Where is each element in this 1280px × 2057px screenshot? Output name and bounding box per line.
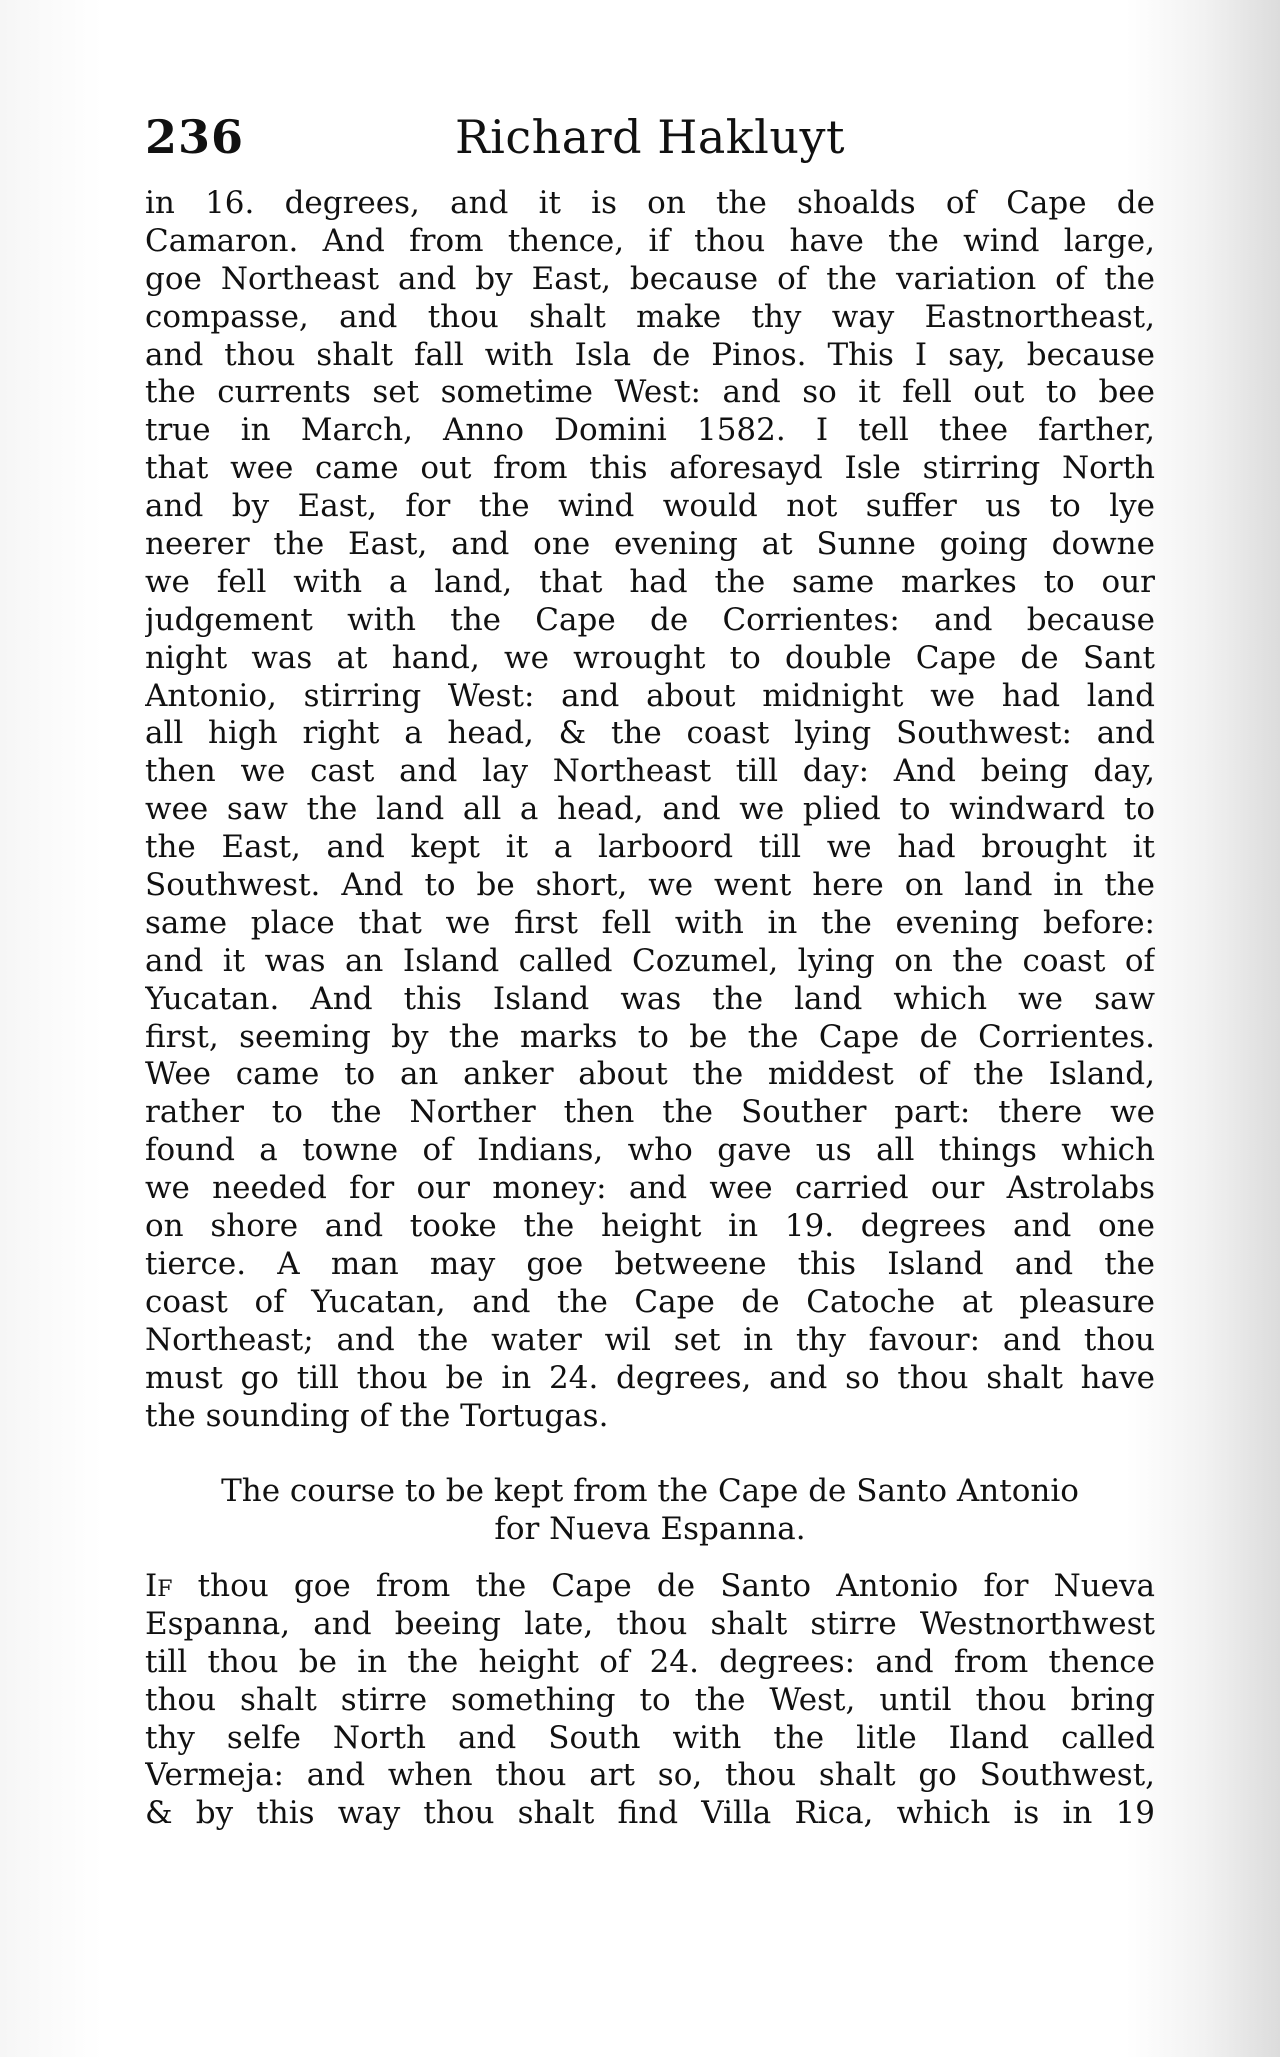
section-heading-line: The course to be kept from the Cape de Santo Antonio xyxy=(221,1473,1079,1509)
body-line: the sounding of the Tortugas. xyxy=(145,1397,609,1434)
section-first-word: If xyxy=(145,1568,173,1604)
section-line: till thou be in the height of 24. degrees: and from thence xyxy=(145,1643,1155,1680)
section-line: thou shalt stirre something to the West, until thou bring xyxy=(145,1681,1155,1718)
body-line: coast of Yucatan, and the Cape de Catoche at pleasure xyxy=(145,1283,1155,1320)
page-number: 236 xyxy=(145,110,245,164)
body-line: the East, and kept it a larboord till we had brought it xyxy=(145,829,1155,866)
body-line: neerer the East, and one evening at Sunne going downe xyxy=(145,526,1155,563)
body-line: Antonio, stirring West: and about midnight we had land xyxy=(145,677,1155,714)
section-heading-line: for Nueva Espanna. xyxy=(494,1511,806,1547)
section-line: & by this way thou shalt find Villa Rica, which is in 19 xyxy=(145,1795,1155,1832)
body-line: the currents set sometime West: and so it fell out to bee xyxy=(145,374,1155,411)
section-first-line-rest: thou goe from the Cape de Santo Antonio for Nueva xyxy=(172,1568,1155,1604)
body-line: first, seeming by the marks to be the Cape de Corrientes. xyxy=(145,1018,1155,1055)
body-line: and thou shalt fall with Isla de Pinos. This I say, because xyxy=(145,336,1155,373)
body-line: Southwest. And to be short, we went here on land in the xyxy=(145,867,1155,904)
body-line: night was at hand, we wrought to double Cape de Sant xyxy=(145,639,1155,676)
body-line: tierce. A man may goe betweene this Island and the xyxy=(145,1245,1155,1282)
body-line: found a towne of Indians, who gave us all things which xyxy=(145,1132,1155,1169)
body-line: and it was an Island called Cozumel, lying on the coast of xyxy=(145,942,1155,979)
body-line: Yucatan. And this Island was the land which we saw xyxy=(145,980,1155,1017)
body-line: same place that we first fell with in the evening before: xyxy=(145,904,1155,941)
body-line: compasse, and thou shalt make thy way Eastnortheast, xyxy=(145,298,1155,335)
body-line: we fell with a land, that had the same markes to our xyxy=(145,563,1155,600)
section-line: Espanna, and beeing late, thou shalt stirre Westnorthwest xyxy=(145,1605,1155,1642)
body-line: then we cast and lay Northeast till day: And being day, xyxy=(145,753,1155,790)
body-line: wee saw the land all a head, and we plied to windward to xyxy=(145,791,1155,828)
body-line: rather to the Norther then the Souther part: there we xyxy=(145,1094,1155,1131)
body-line: Northeast; and the water wil set in thy favour: and thou xyxy=(145,1321,1155,1358)
body-line: all high right a head, & the coast lying Southwest: and xyxy=(145,715,1155,752)
section-heading xyxy=(145,1472,1155,1548)
body-line: we needed for our money: and wee carried our Astrolabs xyxy=(145,1170,1155,1207)
body-line: true in March, Anno Domini 1582. I tell thee farther, xyxy=(145,412,1155,449)
body-line: Wee came to an anker about the middest of the Island, xyxy=(145,1056,1155,1093)
body-line: in 16. degrees, and it is on the shoalds of Cape de xyxy=(145,185,1155,221)
body-line: and by East, for the wind would not suffer us to lye xyxy=(145,488,1155,525)
section-line: Vermeja: and when thou art so, thou shalt go Southwest, xyxy=(145,1757,1155,1794)
body-line: judgement with the Cape de Corrientes: and because xyxy=(145,601,1155,638)
body-line: Camaron. And from thence, if thou have the wind large, xyxy=(145,222,1155,259)
body-line: that wee came out from this aforesayd Isle stirring North xyxy=(145,450,1155,487)
section-paragraph xyxy=(145,1568,1155,1833)
body-line: must go till thou be in 24. degrees, and so thou shalt have xyxy=(145,1359,1155,1396)
body-line: on shore and tooke the height in 19. degrees and one xyxy=(145,1208,1155,1245)
body-line: goe Northeast and by East, because of the variation of the xyxy=(145,260,1155,297)
section-line: thy selfe North and South with the litle Iland called xyxy=(145,1719,1155,1756)
page-header xyxy=(145,110,1155,180)
running-title: Richard Hakluyt xyxy=(455,110,845,164)
body-paragraph xyxy=(145,185,1155,1435)
section-first-line xyxy=(145,1568,1155,1606)
